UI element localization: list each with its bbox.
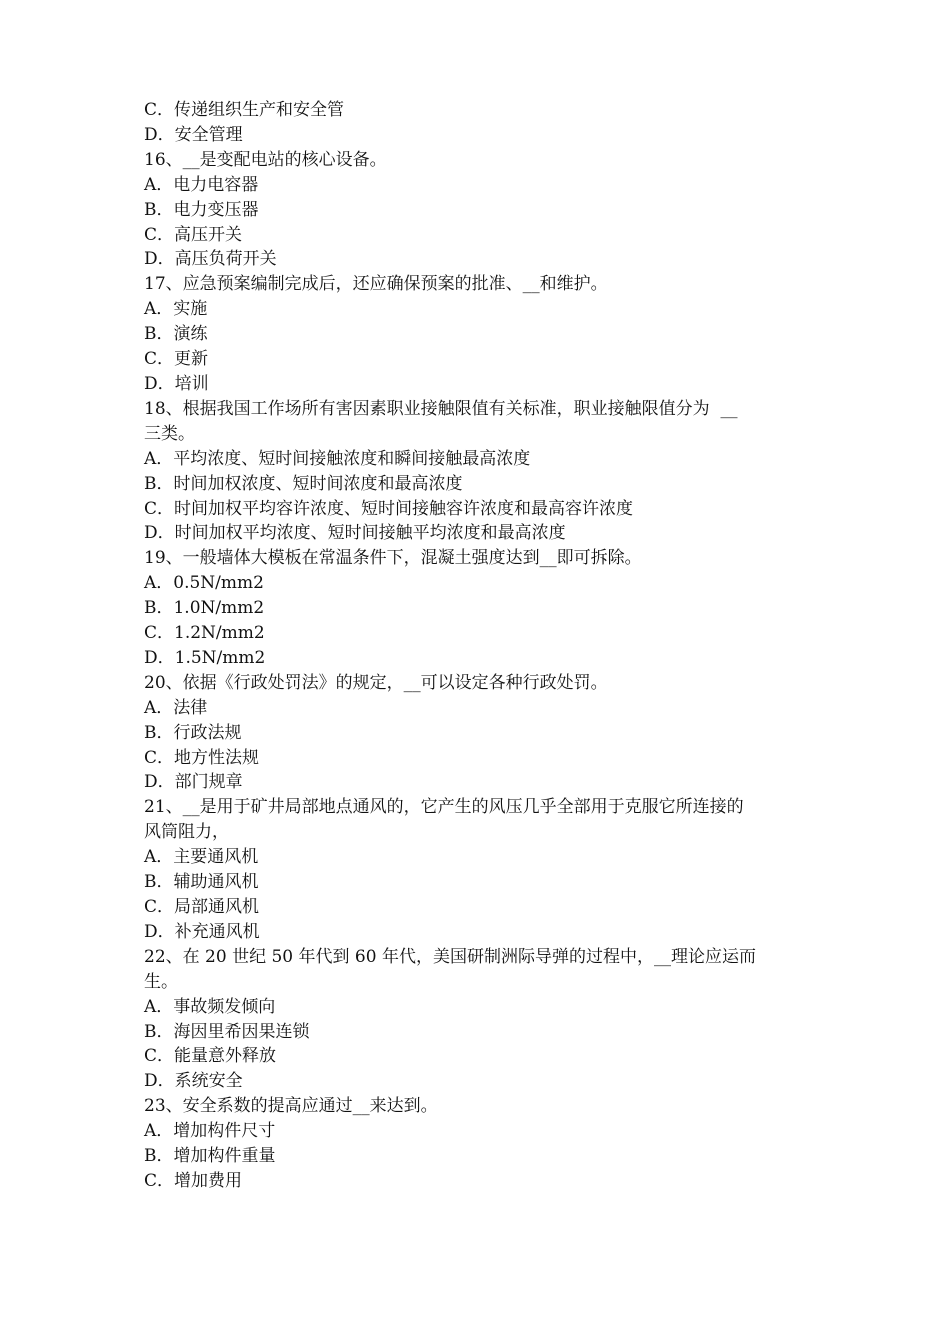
option-line: A．法律 <box>144 697 208 718</box>
option-line: B．辅助通风机 <box>144 872 259 893</box>
question-line: 20、依据《行政处罚法》的规定，__可以设定各种行政处罚。 <box>144 672 608 693</box>
option-line: C．更新 <box>144 349 209 370</box>
option-line: A．平均浓度、短时间接触浓度和瞬间接触最高浓度 <box>144 448 531 469</box>
option-line: D．1.5N/mm2 <box>144 647 266 668</box>
option-line: C．高压开关 <box>144 224 243 245</box>
option-line: D．高压负荷开关 <box>144 249 277 270</box>
option-line: C．增加费用 <box>144 1170 243 1191</box>
question-line-continued: 三类。 <box>144 423 195 444</box>
option-line: D．系统安全 <box>144 1071 243 1092</box>
option-line: B．行政法规 <box>144 722 242 743</box>
document-page <box>144 98 810 1194</box>
option-line: B．1.0N/mm2 <box>144 598 265 619</box>
option-line: B．增加构件重量 <box>144 1146 276 1167</box>
option-line: A．增加构件尺寸 <box>144 1121 276 1142</box>
option-line: D．培训 <box>144 373 209 394</box>
option-line: C．局部通风机 <box>144 897 260 917</box>
option-line: A．0.5N/mm2 <box>144 573 264 594</box>
question-line: 23、安全系数的提高应通过__来达到。 <box>144 1096 438 1117</box>
question-line: 16、__是变配电站的核心设备。 <box>144 149 387 170</box>
option-line: C．地方性法规 <box>144 747 260 768</box>
question-line-continued: 生。 <box>144 971 178 992</box>
question-line: 18、根据我国工作场所有害因素职业接触限值有关标准，职业接触限值分为 __ <box>144 398 738 419</box>
option-line: A．主要通风机 <box>144 847 259 868</box>
question-line-continued: 风筒阻力， <box>144 822 229 843</box>
option-line: A．实施 <box>144 299 208 320</box>
question-line: 21、__是用于矿井局部地点通风的，它产生的风压几乎全部用于克服它所连接的 <box>144 797 744 818</box>
question-line: 17、应急预案编制完成后，还应确保预案的批准、__和维护。 <box>144 274 608 295</box>
option-line: D．时间加权平均浓度、短时间接触平均浓度和最高浓度 <box>144 523 566 544</box>
option-line: C．能量意外释放 <box>144 1046 277 1067</box>
option-line: D．部门规章 <box>144 772 243 793</box>
option-line: C．1.2N/mm2 <box>144 623 265 644</box>
option-line: D．安全管理 <box>144 124 243 145</box>
question-line: 22、在 20 世纪 50 年代到 60 年代，美国研制洲际导弹的过程中，__理论应运而 <box>144 946 756 967</box>
option-line: C．时间加权平均容许浓度、短时间接触容许浓度和最高容许浓度 <box>144 498 634 519</box>
option-line: B．演练 <box>144 324 208 345</box>
option-line: C．传递组织生产和安全管 <box>144 100 345 120</box>
option-line: B．时间加权浓度、短时间浓度和最高浓度 <box>144 473 463 494</box>
question-line: 19、一般墙体大模板在常温条件下，混凝土强度达到__即可拆除。 <box>144 548 642 569</box>
option-line: A．电力电容器 <box>144 174 259 195</box>
option-line: D．补充通风机 <box>144 921 260 942</box>
option-line: B．海因里希因果连锁 <box>144 1021 310 1042</box>
option-line: B．电力变压器 <box>144 199 259 220</box>
option-line: A．事故频发倾向 <box>144 996 276 1017</box>
